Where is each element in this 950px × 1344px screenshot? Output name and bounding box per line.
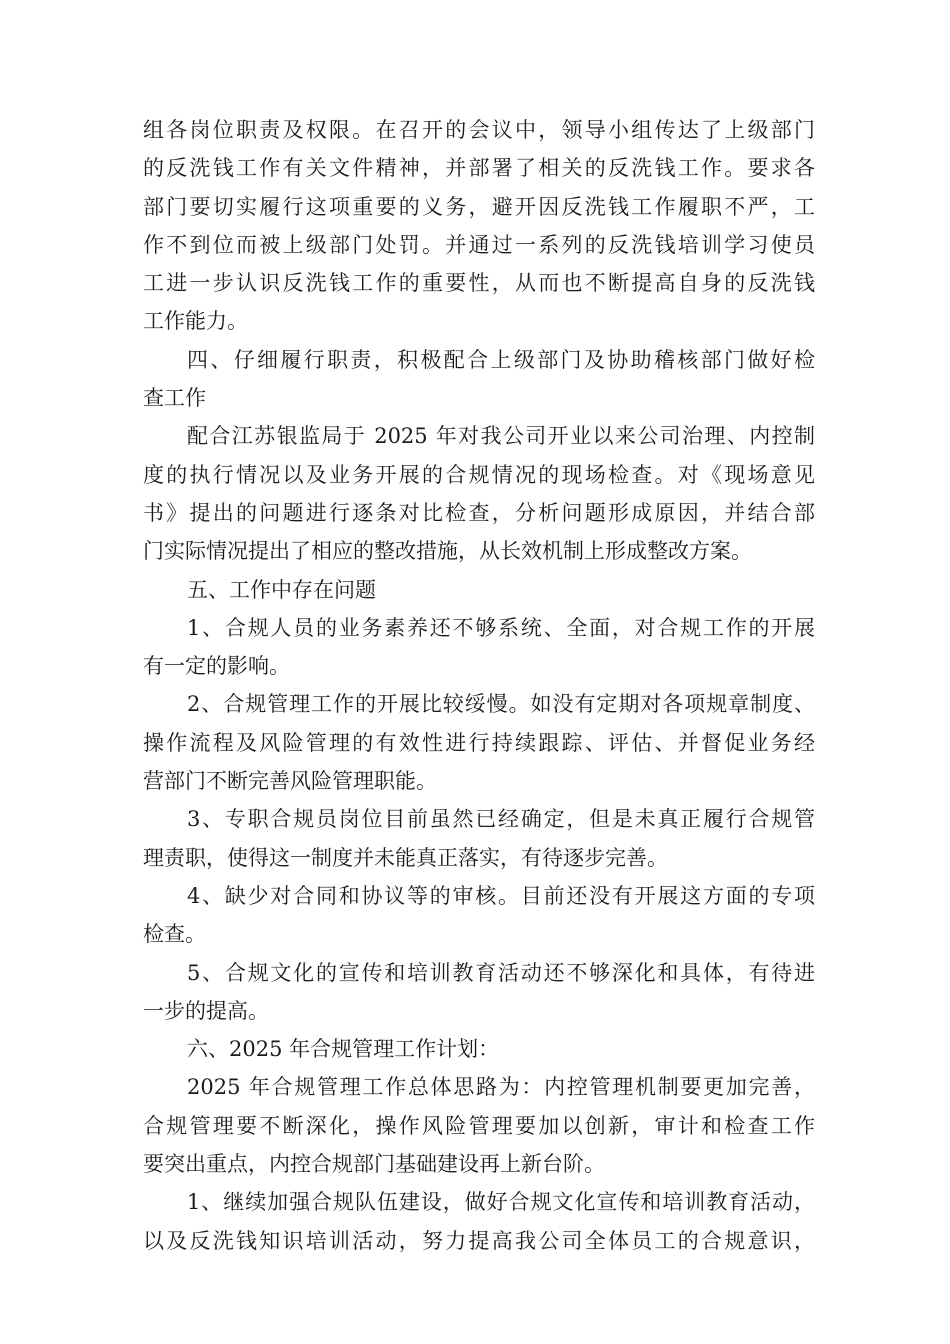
text-line: 1、合规人员的业务素养还不够系统、全面，对合规工作的开展 [187,615,815,640]
text-line: 查工作 [143,386,206,411]
text-line: 门实际情况提出了相应的整改措施，从长效机制上形成整改方案。 [143,539,752,564]
text-line: 工作能力。 [143,309,248,334]
text-line: 工进一步认识反洗钱工作的重要性，从而也不断提高自身的反洗钱 [143,271,815,296]
text-line: 组各岗位职责及权限。在召开的会议中，领导小组传达了上级部门 [143,118,815,142]
text-line: 合规管理要不断深化，操作风险管理要加以创新，审计和检查工作 [143,1113,815,1138]
text-line: 以及反洗钱知识培训活动，努力提高我公司全体员工的合规意识， [143,1228,815,1253]
text-line: 理责职，使得这一制度并未能真正落实，有待逐步完善。 [143,845,668,870]
text-line: 部门要切实履行这项重要的义务，避开因反洗钱工作履职不严，工 [143,194,815,219]
text-line: 配合江苏银监局于 2025 年对我公司开业以来公司治理、内控制 [187,424,815,449]
text-line: 2、合规管理工作的开展比较绥慢。如没有定期对各项规章制度、 [187,692,815,717]
text-line: 五、工作中存在问题 [187,577,376,602]
text-line: 操作流程及风险管理的有效性进行持续跟踪、评估、并督促业务经 [143,730,815,755]
text-line: 1、继续加强合规队伍建设，做好合规文化宣传和培训教育活动， [187,1190,815,1215]
text-line: 六、2025 年合规管理工作计划： [187,1037,500,1062]
text-line: 书》提出的问题进行逐条对比检查，分析问题形成原因，并结合部 [143,500,815,525]
text-line: 度的执行情况以及业务开展的合规情况的现场检查。对《现场意见 [143,462,815,487]
text-line: 一步的提高。 [143,998,269,1023]
text-line: 要突出重点，内控合规部门基础建设再上新台阶。 [143,1152,605,1177]
text-line: 3、专职合规员岗位目前虽然已经确定，但是未真正履行合规管 [187,807,815,832]
text-line: 4、缺少对合同和协议等的审核。目前还没有开展这方面的专项 [187,883,815,908]
text-line: 5、合规文化的宣传和培训教育活动还不够深化和具体，有待进 [187,960,815,985]
text-line: 的反洗钱工作有关文件精神，并部署了相关的反洗钱工作。要求各 [143,156,815,181]
text-line: 有一定的影响。 [143,654,290,679]
text-line: 四、仔细履行职责，积极配合上级部门及协助稽核部门做好检 [187,347,815,372]
text-line: 营部门不断完善风险管理职能。 [143,769,437,794]
document-body [143,111,815,1260]
text-line: 检查。 [143,922,206,947]
text-line: 作不到位而被上级部门处罚。并通过一系列的反洗钱培训学习使员 [143,232,815,257]
text-line: 2025 年合规管理工作总体思路为：内控管理机制要更加完善， [187,1075,815,1100]
